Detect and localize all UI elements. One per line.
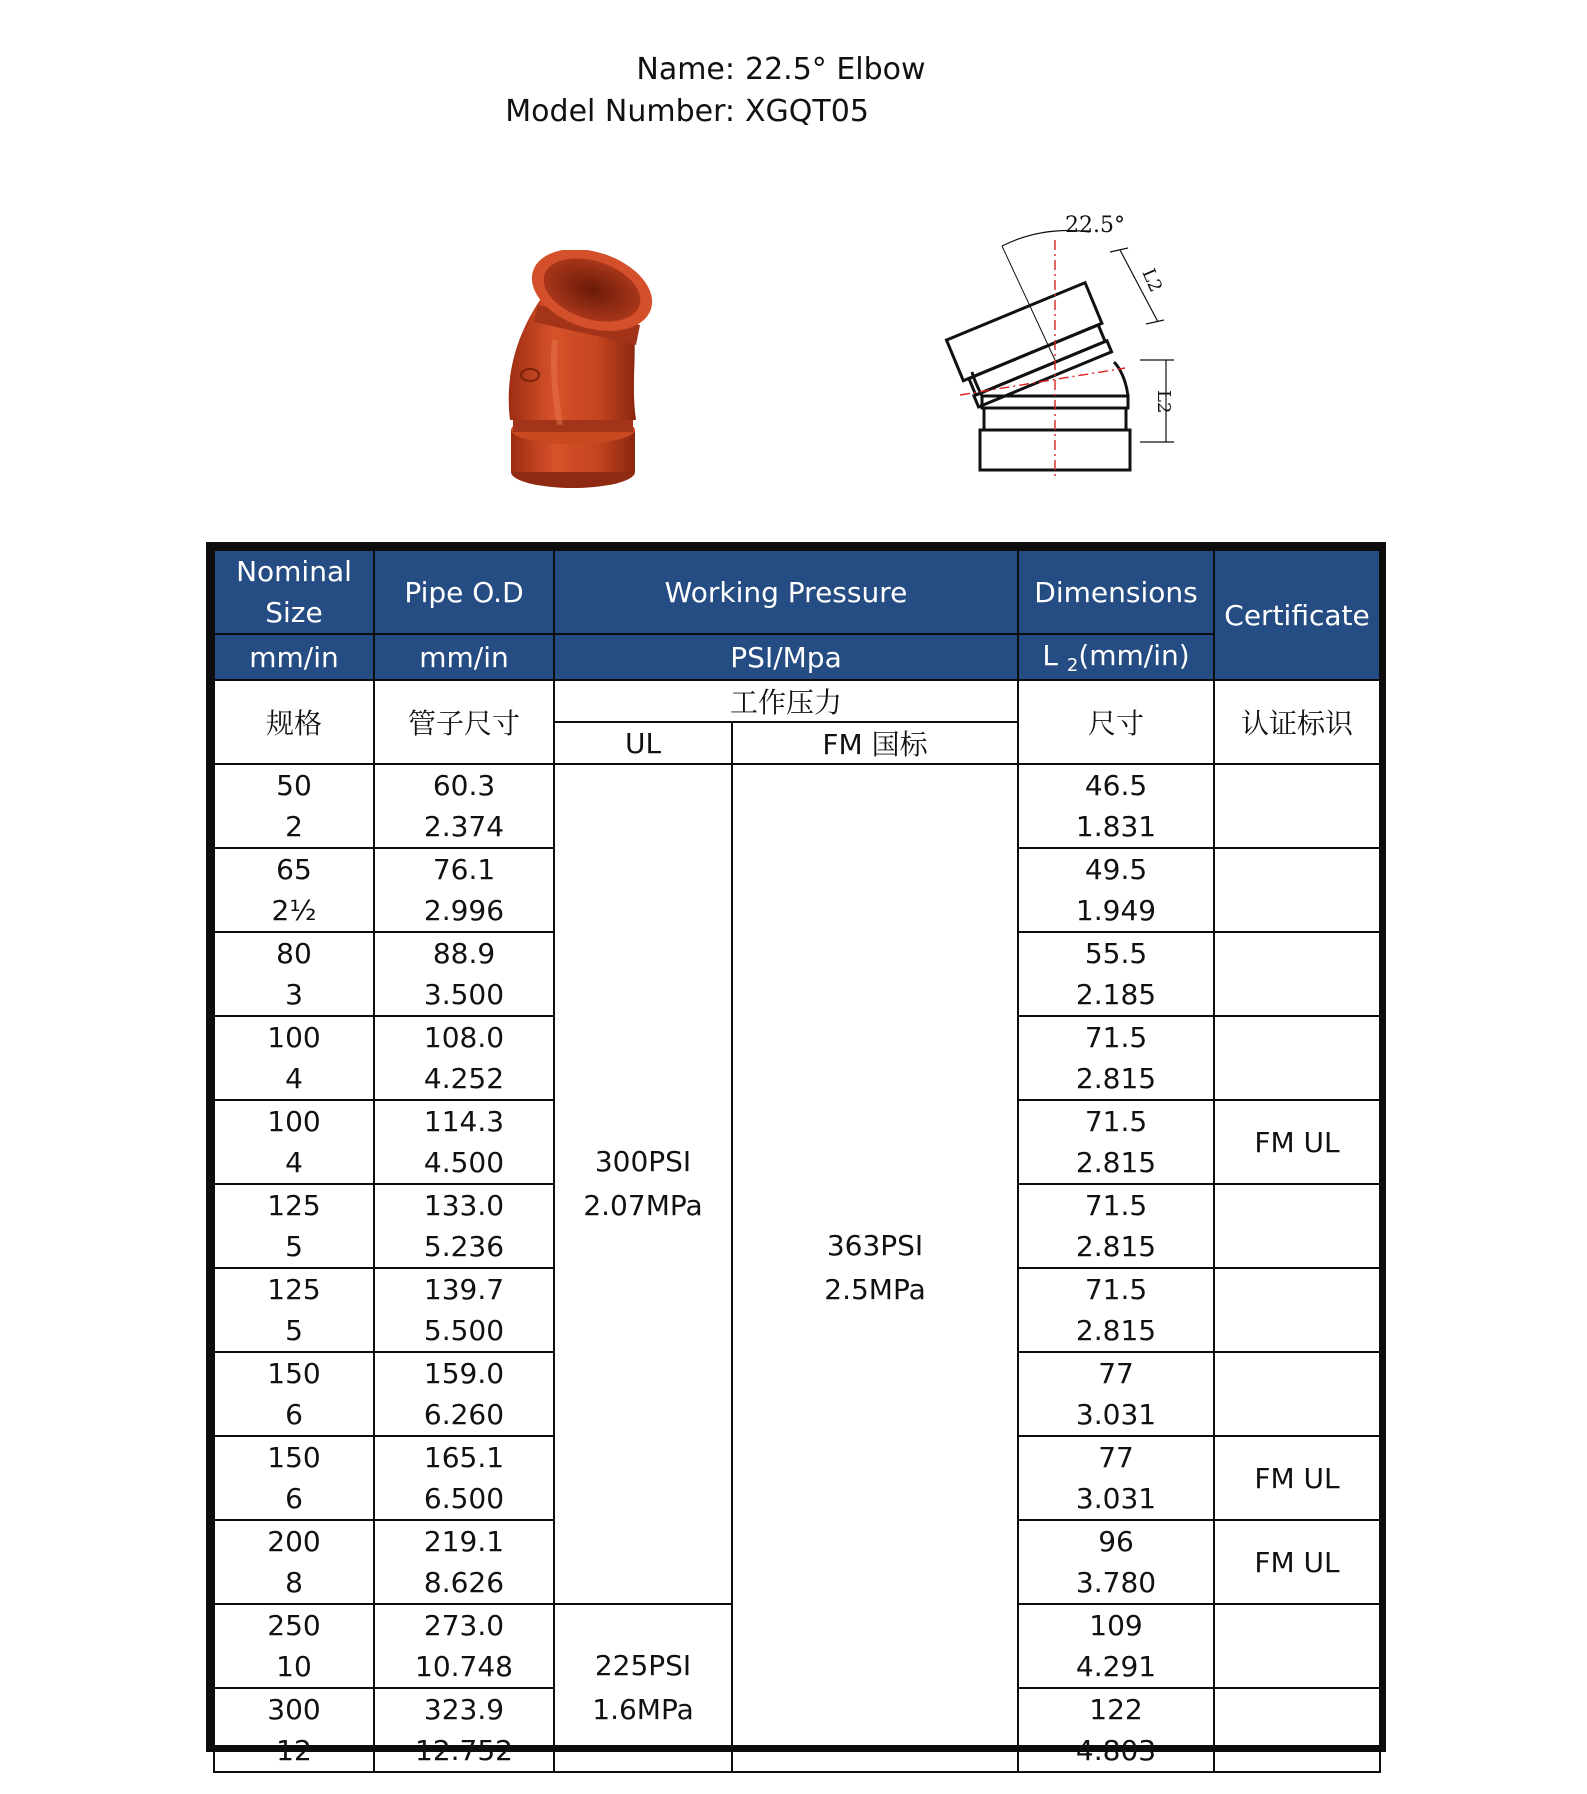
unit-dimensions-suffix: (mm/in) — [1078, 638, 1190, 672]
header-cn-fm: FM 国标 — [732, 722, 1018, 764]
cell-nominal-size-mm: 80 — [276, 937, 312, 970]
cell-pipe-od — [374, 1604, 554, 1688]
unit-working-pressure: PSI/Mpa — [554, 634, 1018, 680]
cell-nominal-size-in: 5 — [285, 1230, 303, 1263]
name-value: 22.5° Elbow — [745, 52, 926, 87]
cell-nominal-size-mm: 65 — [276, 853, 312, 886]
cell-nominal-size — [214, 1100, 374, 1184]
ul-pressure-psi: 225PSI — [594, 1649, 692, 1682]
cell-nominal-size-mm: 125 — [267, 1273, 321, 1306]
cell-pipe-od-mm: 219.1 — [423, 1525, 505, 1558]
cell-dimension-l2-mm: 77 — [1098, 1441, 1134, 1474]
cell-pipe-od-mm: 139.7 — [423, 1273, 505, 1306]
cell-nominal-size — [214, 764, 374, 848]
cell-dimension-l2 — [1018, 1352, 1214, 1436]
cell-nominal-size — [214, 1436, 374, 1520]
cell-dimension-l2 — [1018, 1184, 1214, 1268]
cell-pipe-od-in: 4.500 — [423, 1146, 505, 1179]
cell-pipe-od — [374, 1352, 554, 1436]
cell-pipe-od-mm: 114.3 — [423, 1105, 505, 1138]
table-row — [214, 764, 1380, 848]
cell-dimension-l2 — [1018, 1268, 1214, 1352]
header-cn-pipe-od: 管子尺寸 — [374, 680, 554, 764]
header-working-pressure: Working Pressure — [554, 550, 1018, 634]
spec-table-body — [214, 550, 1380, 1772]
cell-nominal-size — [214, 1604, 374, 1688]
cell-dimension-l2-mm: 71.5 — [1084, 1021, 1148, 1054]
name-label-wrap — [0, 50, 735, 90]
cell-pipe-od-in: 6.500 — [423, 1482, 505, 1515]
cell-certificate — [1214, 1352, 1380, 1436]
model-number-value: XGQT05 — [745, 94, 869, 129]
cell-dimension-l2-in: 1.949 — [1075, 894, 1157, 927]
elbow-product-photo — [480, 250, 680, 490]
unit-dimensions-subscript: 2 — [1066, 654, 1079, 676]
cell-pipe-od — [374, 1184, 554, 1268]
cell-pipe-od-in: 12.752 — [415, 1734, 513, 1767]
header-cn-ul: UL — [554, 722, 732, 764]
cell-pipe-od-mm: 323.9 — [423, 1693, 505, 1726]
cell-dimension-l2-mm: 109 — [1089, 1609, 1143, 1642]
cell-dimension-l2 — [1018, 1016, 1214, 1100]
header-row-cn — [214, 680, 1380, 722]
cell-dimension-l2-mm: 71.5 — [1084, 1189, 1148, 1222]
unit-dimensions — [1018, 634, 1214, 680]
header-nominal-size: Nominal Size — [214, 550, 374, 634]
cell-nominal-size-in: 2 — [285, 810, 303, 843]
cell-pipe-od — [374, 1436, 554, 1520]
ul-pressure-psi: 300PSI — [594, 1145, 692, 1178]
header-pipe-od: Pipe O.D — [374, 550, 554, 634]
cell-nominal-size-in: 10 — [276, 1650, 312, 1683]
unit-pipe-od: mm/in — [374, 634, 554, 680]
cell-pipe-od — [374, 1100, 554, 1184]
cell-pipe-od-mm: 108.0 — [423, 1021, 505, 1054]
header-cn-dimensions: 尺寸 — [1018, 680, 1214, 764]
cell-nominal-size — [214, 1352, 374, 1436]
cell-ul-pressure-300 — [554, 764, 732, 1604]
cell-nominal-size-mm: 50 — [276, 769, 312, 802]
cell-nominal-size-in: 4 — [285, 1062, 303, 1095]
header-certificate: Certificate — [1214, 550, 1380, 680]
cell-certificate: FM UL — [1214, 1520, 1380, 1604]
cell-dimension-l2-mm: 46.5 — [1084, 769, 1148, 802]
header-cn-nominal-size: 规格 — [214, 680, 374, 764]
header-cn-certificate: 认证标识 — [1214, 680, 1380, 764]
cell-nominal-size-in: 8 — [285, 1566, 303, 1599]
cell-nominal-size-mm: 150 — [267, 1441, 321, 1474]
ul-pressure-mpa: 2.07MPa — [583, 1189, 703, 1222]
dimension-label-side: L2 — [1153, 390, 1174, 414]
cell-certificate — [1214, 1268, 1380, 1352]
cell-dimension-l2-mm: 49.5 — [1084, 853, 1148, 886]
cell-nominal-size-in: 6 — [285, 1398, 303, 1431]
cell-dimension-l2-mm: 71.5 — [1084, 1105, 1148, 1138]
cell-dimension-l2-in: 4.803 — [1075, 1734, 1157, 1767]
cell-certificate — [1214, 764, 1380, 848]
cell-dimension-l2-in: 3.780 — [1075, 1566, 1157, 1599]
cell-dimension-l2 — [1018, 1436, 1214, 1520]
cell-pipe-od — [374, 1688, 554, 1772]
fm-pressure-mpa: 2.5MPa — [824, 1273, 926, 1306]
cell-dimension-l2-mm: 122 — [1089, 1693, 1143, 1726]
cell-pipe-od-mm: 60.3 — [432, 769, 496, 802]
cell-nominal-size-mm: 150 — [267, 1357, 321, 1390]
cell-dimension-l2-mm: 71.5 — [1084, 1273, 1148, 1306]
cell-pipe-od — [374, 1268, 554, 1352]
cell-dimension-l2 — [1018, 1604, 1214, 1688]
elbow-technical-drawing — [940, 210, 1200, 490]
cell-nominal-size-mm: 300 — [267, 1693, 321, 1726]
cell-pipe-od-mm: 133.0 — [423, 1189, 505, 1222]
cell-pipe-od — [374, 1016, 554, 1100]
cell-pipe-od-in: 5.236 — [423, 1230, 505, 1263]
cell-certificate — [1214, 1604, 1380, 1688]
cell-dimension-l2-in: 2.815 — [1075, 1314, 1157, 1347]
cell-nominal-size-in: 6 — [285, 1482, 303, 1515]
cell-dimension-l2-in: 3.031 — [1075, 1398, 1157, 1431]
cell-nominal-size — [214, 1688, 374, 1772]
cell-pipe-od-mm: 88.9 — [432, 937, 496, 970]
cell-nominal-size-mm: 125 — [267, 1189, 321, 1222]
cell-pipe-od-in: 8.626 — [423, 1566, 505, 1599]
dimension-label-top: L2 — [1137, 265, 1167, 296]
cell-dimension-l2-in: 2.815 — [1075, 1146, 1157, 1179]
cell-certificate: FM UL — [1214, 1100, 1380, 1184]
cell-nominal-size-mm: 100 — [267, 1021, 321, 1054]
cell-certificate — [1214, 932, 1380, 1016]
cell-nominal-size-in: 3 — [285, 978, 303, 1011]
cell-pipe-od-in: 2.374 — [423, 810, 505, 843]
cell-dimension-l2-in: 2.815 — [1075, 1062, 1157, 1095]
cell-dimension-l2-mm: 77 — [1098, 1357, 1134, 1390]
cell-fm-pressure — [732, 764, 1018, 1772]
cell-nominal-size — [214, 1184, 374, 1268]
cell-nominal-size-in: 5 — [285, 1314, 303, 1347]
spec-table — [213, 549, 1381, 1773]
header-row-units — [214, 634, 1380, 680]
model-label-wrap — [0, 92, 735, 132]
name-label: Name: — [636, 52, 735, 87]
cell-pipe-od-mm: 76.1 — [432, 853, 496, 886]
cell-pipe-od-in: 3.500 — [423, 978, 505, 1011]
cell-dimension-l2 — [1018, 1100, 1214, 1184]
cell-nominal-size-mm: 100 — [267, 1105, 321, 1138]
header-cn-working-pressure: 工作压力 — [554, 680, 1018, 722]
cell-dimension-l2 — [1018, 848, 1214, 932]
cell-pipe-od-in: 6.260 — [423, 1398, 505, 1431]
angle-label: 22.5° — [1065, 213, 1125, 238]
cell-nominal-size — [214, 1520, 374, 1604]
cell-dimension-l2-in: 2.185 — [1075, 978, 1157, 1011]
cell-dimension-l2 — [1018, 932, 1214, 1016]
fm-pressure-psi: 363PSI — [826, 1229, 924, 1262]
cell-dimension-l2 — [1018, 764, 1214, 848]
cell-pipe-od-in: 4.252 — [423, 1062, 505, 1095]
cell-nominal-size-mm: 250 — [267, 1609, 321, 1642]
header-dimensions: Dimensions — [1018, 550, 1214, 634]
cell-dimension-l2-in: 3.031 — [1075, 1482, 1157, 1515]
cell-dimension-l2 — [1018, 1688, 1214, 1772]
cell-dimension-l2 — [1018, 1520, 1214, 1604]
cell-pipe-od-mm: 273.0 — [423, 1609, 505, 1642]
cell-ul-pressure-225 — [554, 1604, 732, 1772]
header-row-en — [214, 550, 1380, 634]
cell-dimension-l2-in: 2.815 — [1075, 1230, 1157, 1263]
spec-table-frame — [206, 542, 1386, 1767]
cell-dimension-l2-in: 1.831 — [1075, 810, 1157, 843]
cell-nominal-size-mm: 200 — [267, 1525, 321, 1558]
cell-nominal-size — [214, 932, 374, 1016]
model-number-label: Model Number: — [505, 94, 735, 129]
cell-dimension-l2-in: 4.291 — [1075, 1650, 1157, 1683]
cell-nominal-size-in: 12 — [276, 1734, 312, 1767]
cell-pipe-od-in: 5.500 — [423, 1314, 505, 1347]
cell-certificate — [1214, 1016, 1380, 1100]
cell-pipe-od-in: 10.748 — [415, 1650, 513, 1683]
cell-certificate: FM UL — [1214, 1436, 1380, 1520]
cell-certificate — [1214, 848, 1380, 932]
cell-nominal-size-in: 2½ — [271, 894, 317, 927]
unit-nominal-size: mm/in — [214, 634, 374, 680]
cell-dimension-l2-mm: 55.5 — [1084, 937, 1148, 970]
cell-certificate — [1214, 1688, 1380, 1772]
ul-pressure-mpa: 1.6MPa — [592, 1693, 694, 1726]
cell-nominal-size-in: 4 — [285, 1146, 303, 1179]
cell-pipe-od — [374, 848, 554, 932]
cell-pipe-od-mm: 165.1 — [423, 1441, 505, 1474]
cell-nominal-size — [214, 1268, 374, 1352]
cell-dimension-l2-mm: 96 — [1098, 1525, 1134, 1558]
cell-pipe-od-mm: 159.0 — [423, 1357, 505, 1390]
unit-dimensions-prefix: L — [1042, 638, 1067, 672]
cell-pipe-od — [374, 1520, 554, 1604]
cell-nominal-size — [214, 848, 374, 932]
cell-certificate — [1214, 1184, 1380, 1268]
cell-pipe-od — [374, 764, 554, 848]
cell-pipe-od-in: 2.996 — [423, 894, 505, 927]
cell-nominal-size — [214, 1016, 374, 1100]
cell-pipe-od — [374, 932, 554, 1016]
